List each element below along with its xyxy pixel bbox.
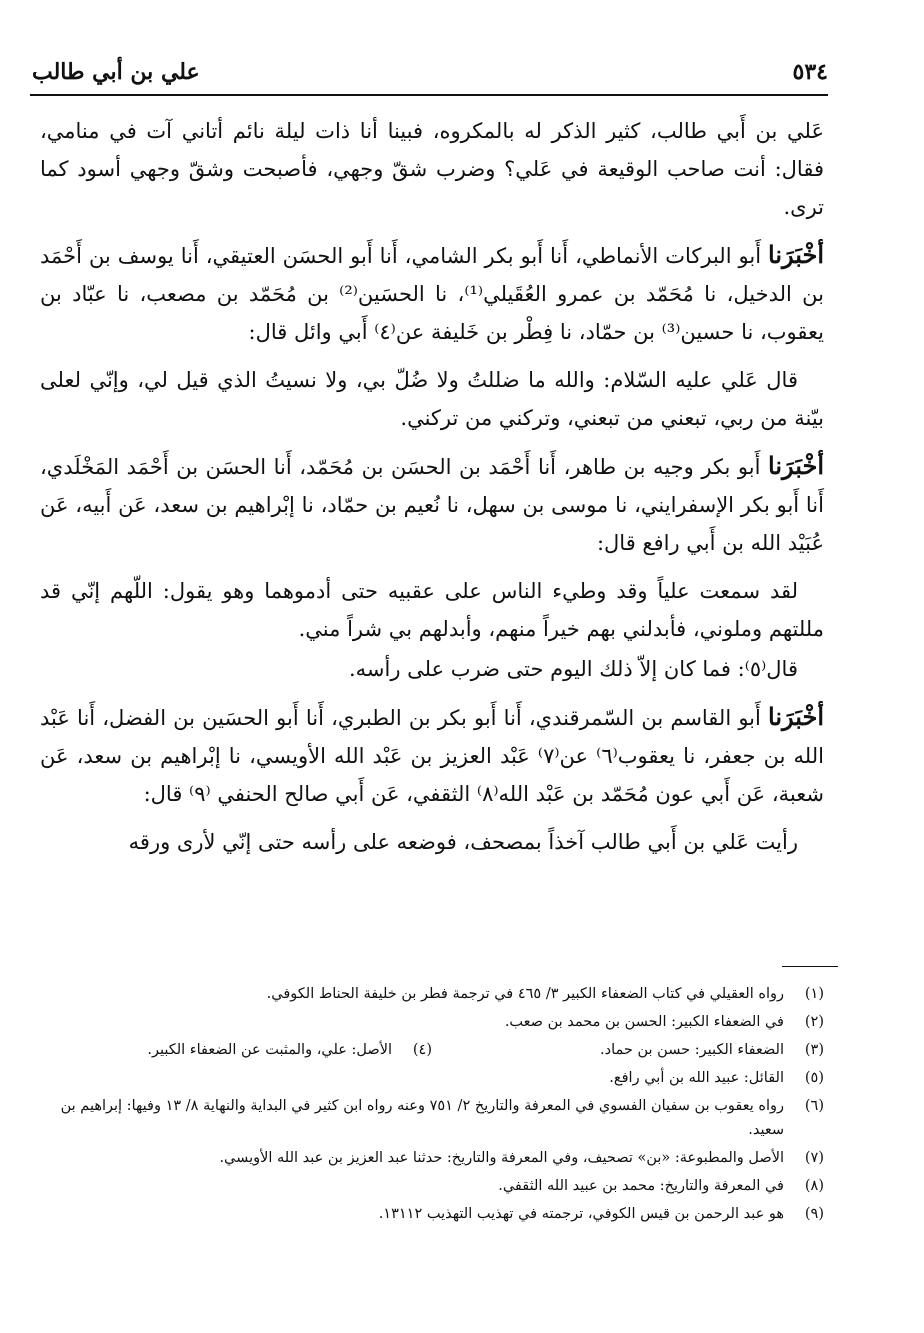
paragraph bbox=[40, 447, 824, 562]
paragraph-text: أَبو البركات الأنماطي، أَنا أَبو بكر الشامي، أَنا أَبو الحسَن العتيقي، أَنا يوسف بن أَحْمَد بن الدخيل، نا مُحَمّد بن عمرو العُقَيلي⁽¹⁾، نا الحسَين⁽²⁾ بن مُحَمّد بن مصعب، نا عبّاد بن يعقوب، نا حسين⁽³⁾ بن حمّاد، نا فِطْر بن خَليفة عن⁽٤⁾ أَبي وائل قال: bbox=[40, 244, 824, 344]
paragraph-text: لقد سمعت علياً وقد وطيء الناس على عقبيه حتى أدموهما وهو يقول: اللّهم إنّي قد مللتهم وملوني، فأبدلني بهم خيراً منهم، وأبدلهم بي شراً مني. bbox=[40, 579, 824, 641]
paragraph-text: أَبو بكر وجيه بن طاهر، أَنا أَحْمَد بن الحسَن بن مُحَمّد، أَنا الحسَن بن أَحْمَد المَخْلَدي، أَنا أَبو بكر الإسفرايني، نا موسى بن سهل، نا نُعيم بن حمّاد، نا إبْراهيم بن سعد، عَن أَبيه، عَن عُبَيْد الله بن أَبي رافع قال: bbox=[40, 455, 824, 555]
footnote bbox=[432, 1038, 824, 1062]
footnote bbox=[40, 1010, 824, 1034]
footnote-rule bbox=[782, 966, 838, 967]
footnote-text: رواه العقيلي في كتاب الضعفاء الكبير ٣/ ٤٦٥ في ترجمة فطر بن خليفة الحناط الكوفي. bbox=[266, 986, 784, 1002]
paragraph-lead: أخْبَرَنا bbox=[768, 451, 824, 480]
footnote bbox=[40, 1094, 824, 1142]
footnote-number: (٣) bbox=[804, 1042, 824, 1058]
running-header bbox=[32, 52, 828, 92]
running-title: علي بن أبي طالب bbox=[32, 59, 200, 85]
paragraph-lead: أخْبَرَنا bbox=[768, 702, 824, 731]
paragraph-lead: أخْبَرَنا bbox=[768, 240, 824, 269]
paragraph-text: رأيت عَلي بن أَبي طالب آخذاً بمصحف، فوضعه على رأسه حتى إنّي لأرى ورقه bbox=[128, 830, 798, 854]
footnote-number: (١) bbox=[804, 986, 824, 1002]
paragraph bbox=[40, 361, 824, 437]
paragraph bbox=[40, 650, 824, 688]
paragraph-text: قال⁽٥⁾: فما كان إلاّ ذلك اليوم حتى ضرب على رأسه. bbox=[348, 657, 798, 681]
footnote-text: هو عبد الرحمن بن قيس الكوفي، ترجمته في تهذيب التهذيب ١٣١١٢. bbox=[378, 1206, 784, 1222]
footnote-text: الضعفاء الكبير: حسن بن حماد. bbox=[600, 1042, 784, 1058]
main-text bbox=[40, 112, 824, 871]
footnote-number: (٨) bbox=[804, 1178, 824, 1194]
page-number: ٥٣٤ bbox=[792, 59, 828, 85]
footnote bbox=[40, 1174, 824, 1198]
footnote bbox=[40, 1202, 824, 1226]
header-rule bbox=[30, 94, 828, 96]
paragraph-text: قال عَلي عليه السّلام: والله ما ضللتُ ولا ضُلّ بي، ولا نسيتُ الذي قيل لي، وإنّي لعلى بيّنة من ربي، تبعني من تبعني، وتركني من تركني. bbox=[40, 368, 824, 430]
footnote-number: (٥) bbox=[804, 1070, 824, 1086]
footnote-row bbox=[40, 1038, 824, 1066]
paragraph bbox=[40, 823, 824, 861]
paragraph bbox=[40, 112, 824, 226]
footnote-text: رواه يعقوب بن سفيان الفسوي في المعرفة والتاريخ ٢/ ٧٥١ وعنه رواه ابن كثير في البداية والنهاية ٨/ ١٣ وفيها: إبراهيم بن سعيد. bbox=[60, 1098, 784, 1138]
paragraph bbox=[40, 236, 824, 351]
footnote-text: في المعرفة والتاريخ: محمد بن عبيد الله الثقفي. bbox=[498, 1178, 784, 1194]
paragraph bbox=[40, 572, 824, 648]
footnote-text: القائل: عبيد الله بن أبي رافع. bbox=[609, 1070, 784, 1086]
footnote bbox=[40, 1038, 432, 1062]
footnote-number: (٦) bbox=[804, 1098, 824, 1114]
footnote-number: (٢) bbox=[804, 1014, 824, 1030]
paragraph-text: عَلي بن أَبي طالب، كثير الذكر له بالمكروه، فبينا أنا ذات ليلة نائم أتاني آت في منامي، فقال: أنت صاحب الوقيعة في عَلي؟ وضرب شقّ وجهي، فأصبحت وشقّ وجهي أسود كما ترى. bbox=[40, 119, 824, 219]
paragraph-text: أَبو القاسم بن السّمرقندي، أَنا أَبو بكر بن الطبري، أَنا أَبو الحسَين بن الفضل، أَنا عَبْد الله بن جعفر، نا يعقوب⁽٦⁾ عن⁽٧⁾ عَبْد العزيز بن عَبْد الله الأويسي، نا إبْراهيم بن سعد، عَن شعبة، عَن أَبي عون مُحَمّد بن عَبْد الله⁽٨⁾ الثقفي، عَن أَبي صالح الحنفي ⁽٩⁾ قال: bbox=[40, 706, 824, 806]
footnote-text: الأصل والمطبوعة: «بن» تصحيف، وفي المعرفة والتاريخ: حدثنا عبد العزيز بن عبد الله الأويسي. bbox=[219, 1150, 784, 1166]
footnote-text: في الضعفاء الكبير: الحسن بن محمد بن صعب. bbox=[504, 1014, 784, 1030]
footnote-text: الأصل: علي، والمثبت عن الضعفاء الكبير. bbox=[147, 1042, 392, 1058]
footnote-number: (٤) bbox=[412, 1042, 432, 1058]
paragraph bbox=[40, 698, 824, 813]
footnote bbox=[40, 1146, 824, 1170]
footnote bbox=[40, 1066, 824, 1090]
footnote bbox=[40, 982, 824, 1006]
footnotes bbox=[40, 982, 824, 1230]
footnote-number: (٩) bbox=[804, 1206, 824, 1222]
footnote-number: (٧) bbox=[804, 1150, 824, 1166]
